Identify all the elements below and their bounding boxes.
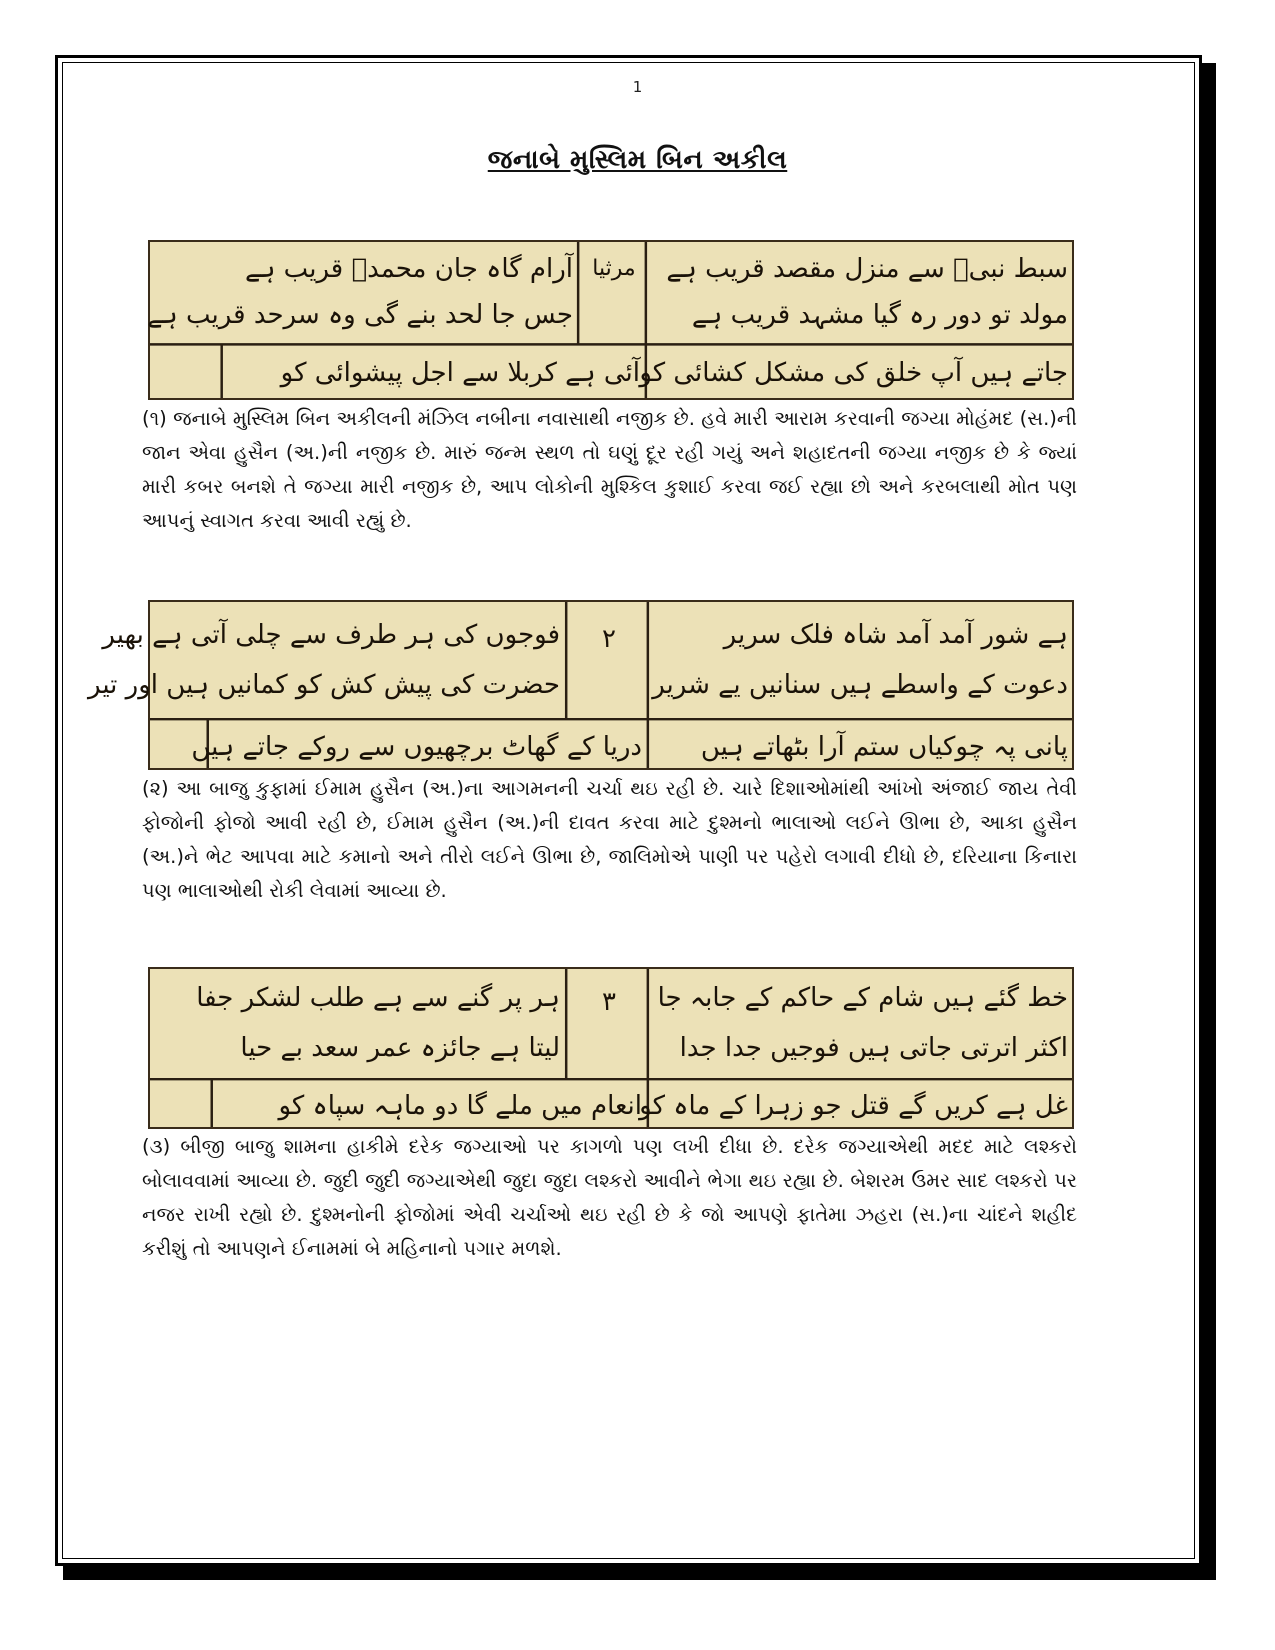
manuscript-scan-1 bbox=[148, 240, 1074, 400]
scan-1-verse-bottom-right: جاتے ہیں آپ خلق کی مشکل کشائی کو bbox=[639, 358, 1068, 388]
scan-1-verse-left-1: آرام گاہ جان محمدؐ قریب ہے bbox=[244, 254, 573, 284]
scan-2-verse-right-1: ہے شور آمد آمد شاہ فلک سریر bbox=[723, 620, 1068, 650]
scan-2-verse-bottom-left: دریا کے گھاٹ برچھیوں سے روکے جاتے ہیں bbox=[191, 732, 642, 762]
scan-3-label: ۳ bbox=[602, 987, 616, 1017]
page-title: જનાબે મુસ્લિમ બિન અકીલ bbox=[487, 145, 788, 175]
scan-1-verse-right-1: سبط نبیؐ سے منزل مقصد قریب ہے bbox=[666, 254, 1068, 284]
scan-2-verse-bottom-right: پانی پہ چوکیاں ستم آرا بٹھاتے ہیں bbox=[700, 732, 1068, 762]
scan-3-verse-left-2: لیتا ہے جائزہ عمر سعد بے حیا bbox=[240, 1033, 560, 1063]
scan-2-verse-left-2: حضرت کی پیش کش کو کمانیں ہیں اور تیر bbox=[87, 670, 560, 700]
scan-3-verse-right-2: اکثر اترتی جاتی ہیں فوجیں جدا جدا bbox=[679, 1033, 1068, 1063]
paragraph-1: (૧) જનાબે મુસ્લિમ બિન અકીલની મંઝિલ નબીના નવાસાથી નજીક છે. હવે મારી આરામ કરવાની જગ્યા મોહંમદ (સ.)ની જાન એવા હુસૈન (અ.)ની નજીક છે. મારું જન્મ સ્થળ તો ઘણું દૂર રહી ગયું અને શહાદતની જગ્યા નજીક છે કે જ્યાં મારી કબર બનશે તે જગ્યા મારી નજીક છે, આપ લોકોની મુશ્કિલ કુશાઈ કરવા જઈ રહ્યા છો અને કરબલાથી મોત પણ આપનું સ્વાગત કરવા આવી રહ્યું છે. bbox=[142, 407, 1077, 532]
scan-3-verse-left-1: ہر پر گنے سے ہے طلب لشکر جفا bbox=[196, 983, 560, 1013]
scan-2-verse-right-2: دعوت کے واسطے ہیں سنانیں یے شریر bbox=[652, 670, 1068, 700]
paragraph-2: (૨) આ બાજુ કુફામાં ઈમામ હુસૈન (અ.)ના આગમનની ચર્ચા થઇ રહી છે. ચારે દિશાઓમાંથી આંખો અંજાઈ જાય તેવી ફોજોની ફોજો આવી રહી છે, ઈમામ હુસૈન (અ.)ની દાવત કરવા માટે દુશ્મનો ભાલાઓ લઈને ઊભા છે, આકા હુસૈન (અ.)ને ભેટ આપવા માટે કમાનો અને તીરો લઈને ઊભા છે, જાલિમોએ પાણી પર પહેરો લગાવી દીધો છે, દરિયાના કિનારા પણ ભાલાઓથી રોકી લેવામાં આવ્યા છે. bbox=[142, 777, 1077, 902]
manuscript-scan-3 bbox=[148, 967, 1074, 1129]
scan-2-verse-left-1: فوجوں کی ہر طرف سے چلی آتی ہے بھیر bbox=[102, 620, 560, 650]
scan-2-label: ۲ bbox=[602, 624, 616, 654]
paragraph-3: (૩) બીજી બાજુ શામના હાકીમે દરેક જગ્યાઓ પર કાગળો પણ લખી દીધા છે. દરેક જગ્યાએથી મદદ માટે લશ્કરો બોલાવવામાં આવ્યા છે. જુદી જુદી જગ્યાએથી જુદા જુદા લશ્કરો આવીને ભેગા થઇ રહ્યા છે. બેશરમ ઉમર સાદ લશ્કરો પર નજર રાખી રહ્યો છે. દુશ્મનોની ફોજોમાં એવી ચર્ચાઓ થઇ રહી છે કે જો આપણે ફાતેમા ઝહરા (સ.)ના ચાંદને શહીદ કરીશું તો આપણને ઈનામમાં બે મહિનાનો પગાર મળશે. bbox=[142, 1135, 1077, 1260]
scan-1-verse-left-2: جس جا لحد بنے گی وہ سرحد قریب ہے bbox=[147, 300, 573, 330]
scan-1-verse-right-2: مولد تو دور رہ گیا مشہد قریب ہے bbox=[691, 300, 1068, 330]
scan-3-verse-bottom-right: غل ہے کریں گے قتل جو زہرا کے ماہ کو bbox=[639, 1091, 1068, 1121]
manuscript-scan-2 bbox=[87, 600, 1074, 770]
scan-1-verse-bottom-left: آئی ہے کربلا سے اجل پیشوائی کو bbox=[280, 358, 640, 388]
scan-3-verse-bottom-left: انعام میں ملے گا دو ماہہ سپاہ کو bbox=[278, 1091, 642, 1121]
page-number: 1 bbox=[632, 78, 643, 96]
scan-3-verse-right-1: خط گئے ہیں شام کے حاکم کے جابہ جا bbox=[657, 983, 1068, 1013]
scan-1-label: مرثیا bbox=[592, 256, 636, 281]
